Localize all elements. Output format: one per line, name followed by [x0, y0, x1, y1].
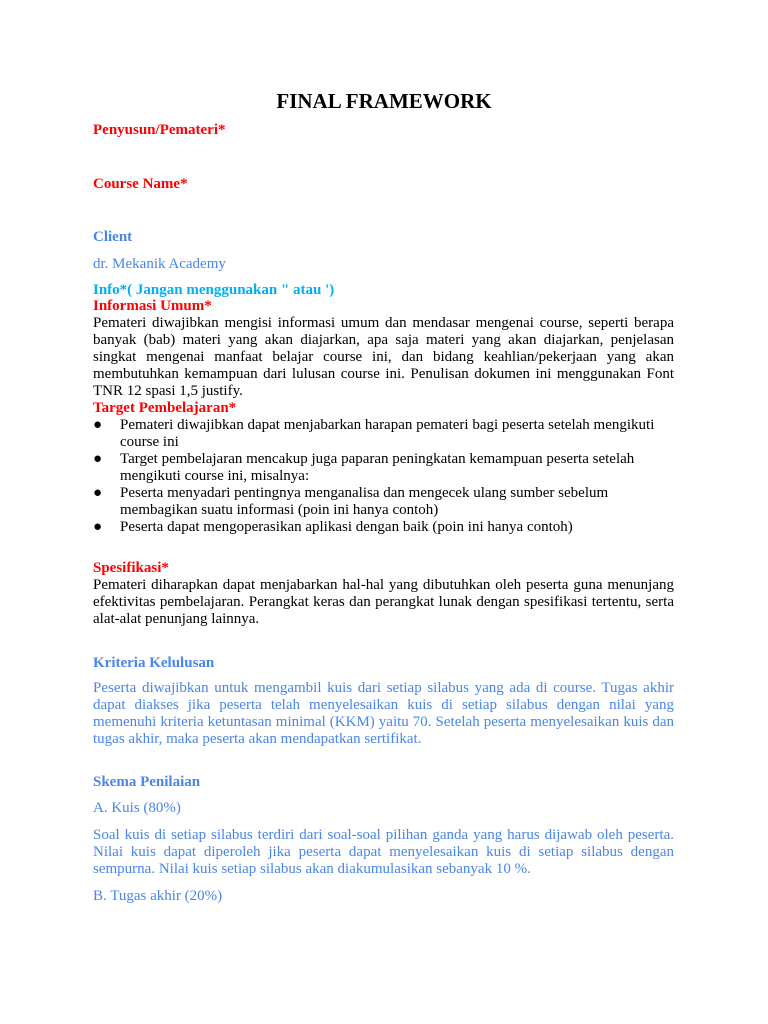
- spesifikasi-body: Pemateri diharapkan dapat menjabarkan hal-hal yang dibutuhkan oleh peserta guna menunjang efektivitas pembelajaran. Perangkat keras dan perangkat lunak dengan spesifikasi tertentu, serta alat-alat penunjang lainnya.: [93, 577, 674, 627]
- spesifikasi-heading: Spesifikasi*: [93, 560, 169, 576]
- list-item: [93, 519, 674, 536]
- bullet-icon: ●: [93, 417, 103, 433]
- informasi-umum-heading: Informasi Umum*: [93, 298, 212, 314]
- list-item-text: Pemateri diwajibkan dapat menjabarkan harapan pemateri bagi peserta setelah mengikuti course ini: [120, 417, 655, 450]
- client-value: dr. Mekanik Academy: [93, 256, 226, 272]
- tugas-akhir-label: B. Tugas akhir (20%): [93, 888, 223, 904]
- bullet-icon: ●: [93, 451, 103, 467]
- kriteria-kelulusan-body: Peserta diwajibkan untuk mengambil kuis dari setiap silabus yang ada di course. Tugas akhir dapat diakses jika peserta telah menyelesaikan kuis di setiap silabus dengan nilai yang memenuhi kriteria ketuntasan minimal (KKM) yaitu 70. Setelah peserta menyelesaikan kuis dan tugas akhir, maka peserta akan mendapatkan sertifikat.: [93, 680, 674, 747]
- list-item-text: Peserta dapat mengoperasikan aplikasi dengan baik (poin ini hanya contoh): [120, 519, 573, 535]
- list-item-text: Target pembelajaran mencakup juga paparan peningkatan kemampuan peserta setelah mengikuti course ini, misalnya:: [120, 451, 635, 484]
- bullet-icon: ●: [93, 485, 103, 501]
- client-label: Client: [93, 229, 133, 245]
- bullet-icon: ●: [93, 519, 103, 535]
- target-pembelajaran-heading: Target Pembelajaran*: [93, 400, 237, 416]
- skema-penilaian-heading: Skema Penilaian: [93, 774, 201, 790]
- kuis-label: A. Kuis (80%): [93, 800, 181, 816]
- course-name-label: Course Name*: [93, 176, 188, 192]
- kriteria-kelulusan-heading: Kriteria Kelulusan: [93, 655, 215, 671]
- informasi-umum-body: Pemateri diwajibkan mengisi informasi umum dan mendasar mengenai course, seperti berapa banyak (bab) materi yang akan diajarkan, apa saja materi yang akan diajarkan, penjelasan singkat mengenai manfaat belajar course ini, dan bidang keahlian/pekerjaan yang akan membutuhkan kemampuan dari lulusan course ini. Penulisan dokumen ini menggunakan Font TNR 12 spasi 1,5 justify.: [93, 315, 674, 399]
- penyusun-label: Penyusun/Pemateri*: [93, 122, 226, 138]
- info-note: Info*( Jangan menggunakan " atau '): [93, 282, 335, 298]
- list-item: [93, 451, 674, 485]
- document-title: FINAL FRAMEWORK: [276, 89, 492, 113]
- kuis-body: Soal kuis di setiap silabus terdiri dari soal-soal pilihan ganda yang harus dijawab oleh peserta. Nilai kuis dapat diperoleh jika peserta dapat menyelesaikan kuis di setiap silabus dengan sempurna. Nilai kuis setiap silabus akan diakumulasikan sebanyak 10 %.: [93, 827, 674, 877]
- list-item: [93, 417, 674, 451]
- list-item-text: Peserta menyadari pentingnya menganalisa dan mengecek ulang sumber sebelum membagikan suatu informasi (poin ini hanya contoh): [120, 485, 609, 518]
- list-item: [93, 485, 674, 519]
- target-pembelajaran-list: [93, 417, 674, 536]
